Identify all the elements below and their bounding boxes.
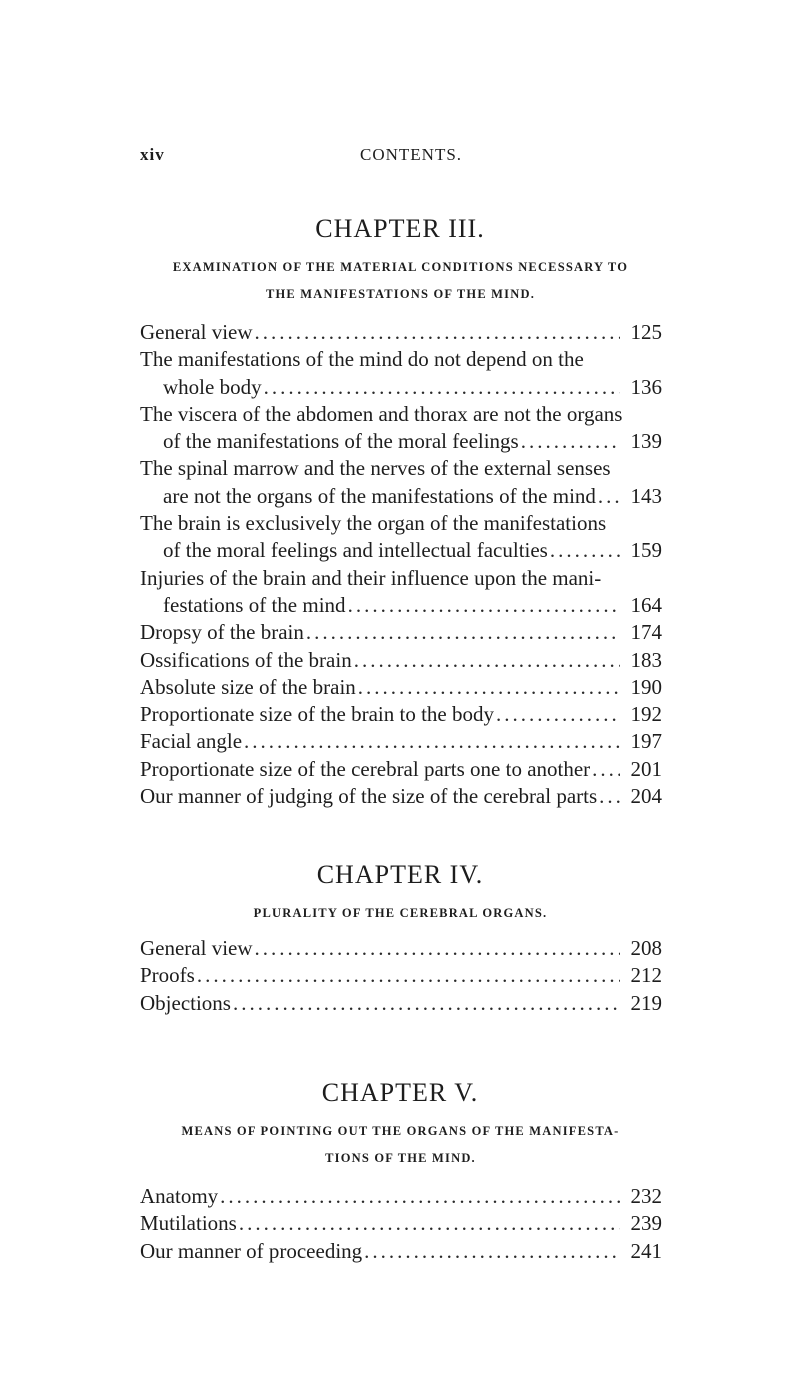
toc-page-number: 192 (630, 702, 662, 727)
dot-leader (550, 537, 620, 564)
toc-entry-text: Absolute size of the brain (140, 674, 356, 699)
toc-entry-text: of the manifestations of the moral feelings (163, 429, 519, 454)
toc-entry (140, 455, 662, 510)
dot-leader (364, 1238, 620, 1265)
toc-section (140, 1183, 662, 1265)
chapter-subtitle (138, 254, 663, 308)
dot-leader (306, 619, 620, 646)
toc-entry (140, 401, 662, 456)
toc-entry (140, 1210, 662, 1237)
dot-leader (255, 935, 620, 962)
dot-leader (358, 674, 620, 701)
toc-entry-text: Mutilations (140, 1211, 237, 1236)
toc-page-number: 197 (630, 729, 662, 754)
toc-entry (140, 728, 662, 755)
toc-page-number: 201 (630, 756, 662, 781)
toc-entry (140, 962, 662, 989)
dot-leader (239, 1210, 620, 1237)
toc-page-number: 208 (630, 936, 662, 960)
dot-leader (264, 374, 620, 401)
toc-entry-text: The manifestations of the mind do not depend on the (140, 347, 584, 372)
toc-entry (140, 674, 662, 701)
chapter-subtitle (138, 900, 663, 927)
chapter-subtitle-line: TIONS OF THE MIND. (325, 1151, 476, 1165)
toc-entry (140, 701, 662, 728)
chapter-title: CHAPTER III. (315, 214, 485, 243)
toc-entry-text: Injuries of the brain and their influence upon the mani- (140, 565, 602, 590)
dot-leader (592, 756, 620, 783)
toc-page-number: 125 (630, 320, 662, 344)
dot-leader (599, 783, 620, 810)
toc-page-number: 212 (630, 963, 662, 988)
toc-entry (140, 647, 662, 674)
toc-entry (140, 510, 662, 565)
toc-entry-text: whole body (163, 374, 262, 399)
toc-entry (140, 619, 662, 646)
chapter-subtitle-line: EXAMINATION OF THE MATERIAL CONDITIONS NECESSARY TO (172, 260, 629, 274)
toc-entry-text: festations of the mind (163, 592, 346, 617)
toc-page-number: 232 (630, 1184, 662, 1208)
dot-leader (244, 728, 620, 755)
dot-leader (233, 990, 620, 1017)
toc-page-number: 241 (630, 1238, 662, 1263)
toc-entry-text: The brain is exclusively the organ of the manifestations (140, 511, 607, 536)
chapter-title: CHAPTER V. (321, 1078, 479, 1107)
toc-entry-text: Our manner of judging of the size of the cerebral parts (140, 784, 598, 809)
toc-entry-text: The spinal marrow and the nerves of the external senses (140, 456, 611, 481)
dot-leader (197, 962, 620, 989)
dot-leader (496, 701, 620, 728)
toc-page-number: 159 (630, 538, 662, 563)
toc-entry-text: Proportionate size of the cerebral parts one to another (140, 756, 591, 781)
toc-page-number: 204 (630, 784, 662, 809)
toc-entry (140, 346, 662, 401)
toc-entry (140, 1183, 662, 1210)
toc-entry-text: General view (140, 936, 253, 960)
toc-page-number: 143 (630, 483, 662, 508)
toc-entry-text: Dropsy of the brain (140, 620, 304, 645)
toc-section (140, 319, 662, 810)
toc-page-number: 190 (630, 674, 662, 699)
dot-leader (255, 319, 620, 346)
chapter-subtitle (138, 1118, 663, 1172)
toc-entry (140, 783, 662, 810)
toc-entry-text: Ossifications of the brain (140, 647, 352, 672)
toc-entry (140, 935, 662, 962)
chapter-title: CHAPTER IV. (316, 860, 484, 889)
toc-entry (140, 756, 662, 783)
toc-page-number: 136 (630, 374, 662, 399)
toc-entry-text: Facial angle (140, 729, 243, 754)
toc-page-number: 139 (630, 429, 662, 454)
toc-page-number: 239 (630, 1211, 662, 1236)
toc-page-number: 164 (630, 592, 662, 617)
chapter-subtitle-line: THE MANIFESTATIONS OF THE MIND. (265, 287, 536, 301)
toc-page-number: 183 (630, 647, 662, 672)
toc-entry (140, 565, 662, 620)
toc-entry (140, 1238, 662, 1265)
chapter-subtitle-line: PLURALITY OF THE CEREBRAL ORGANS. (253, 906, 548, 920)
toc-entry-text: of the moral feelings and intellectual faculties (163, 538, 548, 563)
toc-entry-text: Objections (140, 990, 231, 1015)
toc-entry (140, 990, 662, 1017)
toc-entry (140, 319, 662, 346)
dot-leader (598, 483, 620, 510)
dot-leader (521, 428, 620, 455)
dot-leader (354, 647, 620, 674)
toc-entry-text: The viscera of the abdomen and thorax are not the organs (140, 401, 623, 426)
toc-entry-text: Our manner of proceeding (140, 1238, 363, 1263)
toc-section (140, 935, 662, 1017)
chapter-subtitle-line: MEANS OF POINTING OUT THE ORGANS OF THE MANIFESTA- (181, 1124, 620, 1138)
dot-leader (348, 592, 620, 619)
page-number: xiv (140, 145, 165, 164)
running-title: CONTENTS. (360, 145, 463, 164)
toc-entry-text: are not the organs of the manifestations of the mind (163, 483, 596, 508)
toc-entry-text: Anatomy (140, 1184, 219, 1208)
toc-entry-text: Proportionate size of the brain to the body (140, 702, 494, 727)
running-head (140, 145, 660, 167)
dot-leader (220, 1183, 620, 1210)
toc-page-number: 174 (630, 620, 662, 645)
toc-entry-text: General view (140, 320, 253, 344)
toc-page-number: 219 (630, 990, 662, 1015)
toc-entry-text: Proofs (140, 963, 195, 988)
